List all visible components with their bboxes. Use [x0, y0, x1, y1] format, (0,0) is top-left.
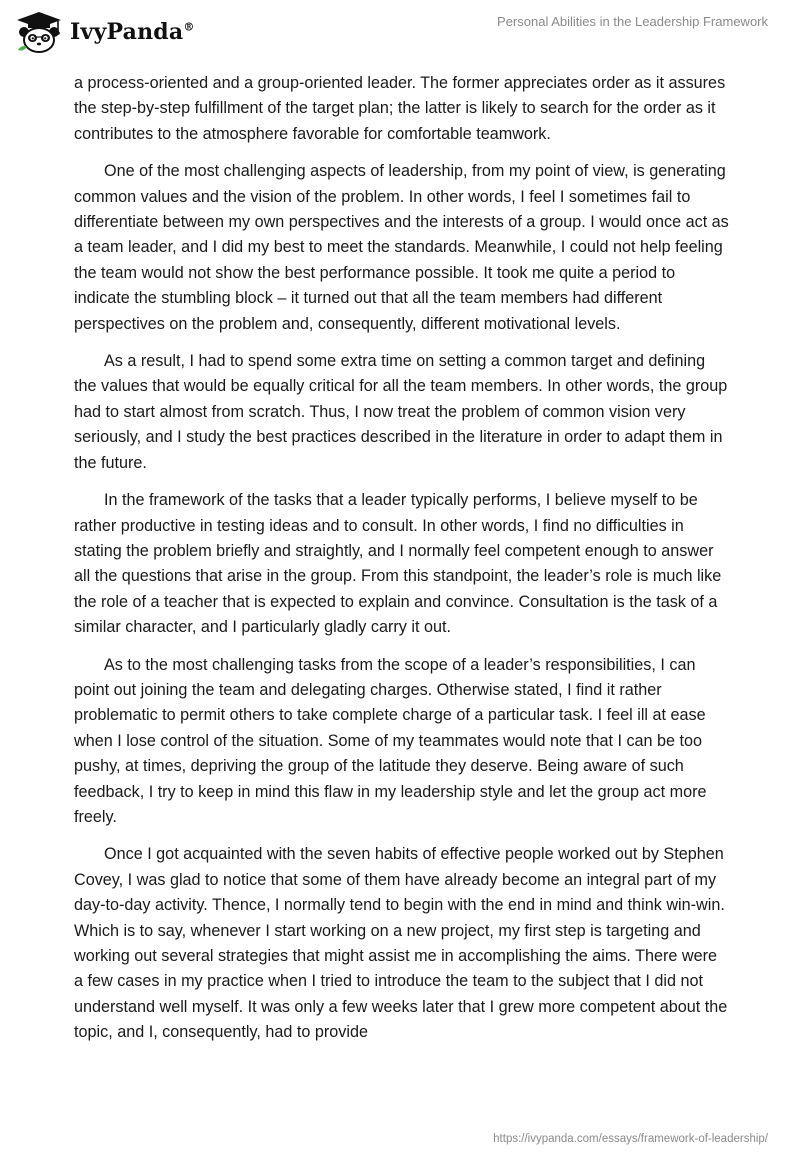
essay-body	[74, 71, 730, 1058]
panda-graduate-icon	[14, 10, 64, 54]
brand-logo[interactable]	[14, 10, 195, 54]
page-header	[0, 0, 800, 70]
document-title: Personal Abilities in the Leadership Framework	[497, 14, 768, 29]
paragraph: Once I got acquainted with the seven habits of effective people worked out by Stephen Covey, I was glad to notice that some of them have already become an integral part of my day-to-day activity. Thence, I normally tend to begin with the end in mind and think win-win. Which is to say, whenever I start working on a new project, my first step is targeting and working out several strategies that might assist me in accomplishing the aims. There were a few cases in my practice when I tried to introduce the team to the subject that I did not understand well myself. It was only a few weeks later that I grew more competent about the topic, and I, consequently, had to provide	[74, 845, 728, 1042]
paragraph: As to the most challenging tasks from the scope of a leader’s responsibilities, I can point out joining the team and delegating charges. Otherwise stated, I find it rather problematic to permit others to take complete charge of a particular task. I feel ill at ease when I lose control of the situation. Some of my teammates would note that I can be too pushy, at times, depriving the group of the latitude they deserve. Being aware of such feedback, I try to keep in mind this flaw in my leadership style and let the group act more freely.	[74, 655, 707, 826]
registered-mark: ®	[183, 20, 195, 34]
paragraph: a process-oriented and a group-oriented leader. The former appreciates order as it assures the step-by-step fulfillment of the target plan; the latter is likely to search for the order as it contributes to the atmosphere favorable for comfortable teamwork.	[74, 74, 726, 143]
paragraph: One of the most challenging aspects of leadership, from my point of view, is generating common values and the vision of the problem. In other words, I feel I sometimes fail to differentiate between my own perspectives and the interests of a group. I would once act as a team leader, and I did my best to meet the standards. Meanwhile, I could not help feeling the team would not show the best performance possible. It took me quite a period to indicate the stumbling block – it turned out that all the team members had different perspectives on the problem and, consequently, different motivational levels.	[74, 162, 729, 333]
paragraph: As a result, I had to spend some extra time on setting a common target and defining the values that would be equally critical for all the team members. In other words, the group had to start almost from scratch. Thus, I now treat the problem of common vision very seriously, and I study the best practices described in the literature in order to adapt them in the future.	[74, 352, 728, 472]
source-url[interactable]: https://ivypanda.com/essays/framework-of-leadership/	[493, 1133, 768, 1145]
paragraph: In the framework of the tasks that a leader typically performs, I believe myself to be rather productive in testing ideas and to consult. In other words, I find no difficulties in stating the problem briefly and straightly, and I normally feel competent enough to answer all the questions that arise in the group. From this standpoint, the leader’s role is much like the role of a teacher that is expected to explain and convince. Consultation is the task of a similar character, and I particularly gladly carry it out.	[74, 491, 722, 637]
brand-name: IvyPanda®	[70, 19, 195, 45]
